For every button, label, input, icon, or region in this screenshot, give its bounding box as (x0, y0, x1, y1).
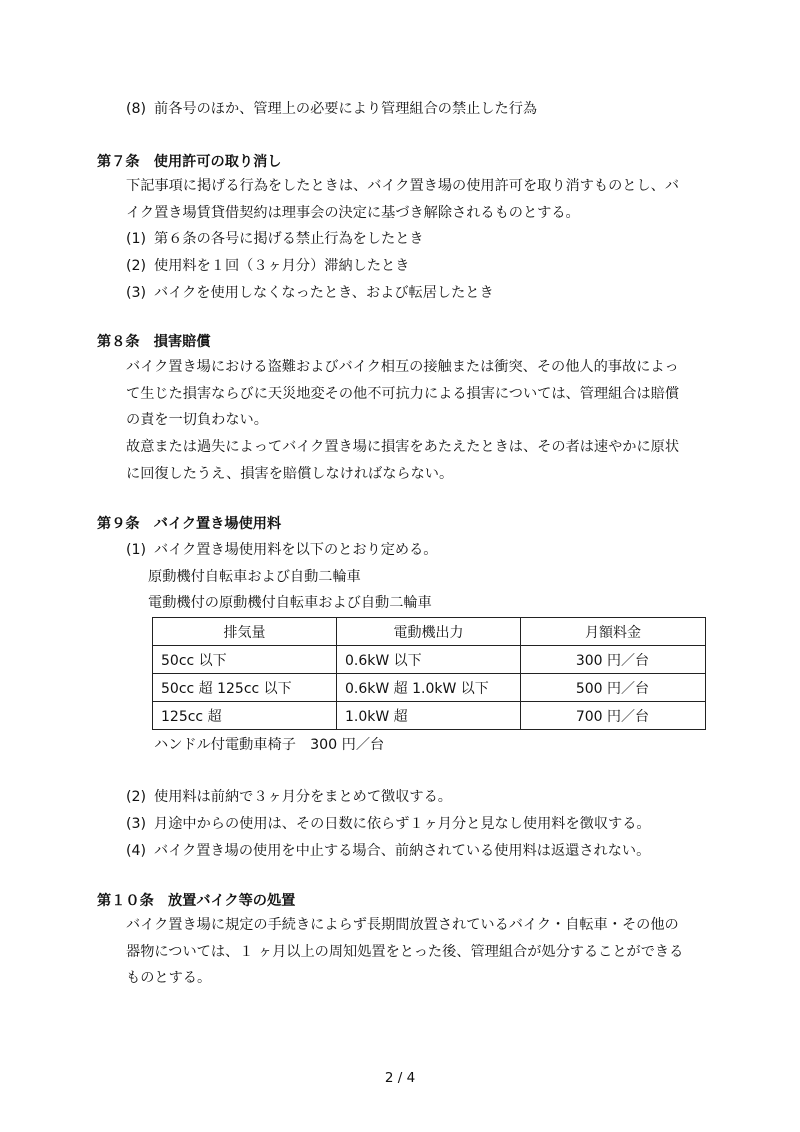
table-cell: 0.6kW 超 1.0kW 以下 (337, 674, 521, 702)
table-row (153, 674, 706, 702)
item-text: 第６条の各号に掲げる禁止行為をしたとき (154, 231, 424, 247)
item-number: (2) (126, 258, 147, 274)
table-cell: 0.6kW 以下 (337, 646, 521, 674)
item-number: (4) (126, 843, 147, 859)
table-cell: 700 円／台 (521, 702, 706, 730)
list-item (126, 229, 424, 249)
list-item (126, 787, 452, 807)
table-row (153, 702, 706, 730)
table-cell: 300 円／台 (521, 646, 706, 674)
item-number: (3) (126, 816, 147, 832)
article-8-heading: 第８条 損害賠償 (97, 334, 211, 350)
paragraph-line: イク置き場賃貸借契約は理事会の決定に基づき解除されるものとする。 (126, 205, 580, 221)
item-text: 月途中からの使用は、その日数に依らず１ヶ月分と見なし使用料を徴収する。 (154, 816, 651, 832)
paragraph-line: ものとする。 (126, 970, 212, 986)
list-item (126, 540, 437, 560)
item-text: バイク置き場の使用を中止する場合、前納されている使用料は返還されない。 (154, 843, 651, 859)
paragraph-line: 下記事項に掲げる行為をしたときは、バイク置き場の使用許可を取り消すものとし、バ (126, 178, 680, 194)
item-number: (3) (126, 285, 147, 301)
item-text: 使用料を１回（３ヶ月分）滞納したとき (154, 258, 410, 274)
table-cell: 1.0kW 超 (337, 702, 521, 730)
list-item (126, 256, 409, 276)
item-number: (1) (126, 542, 147, 558)
article-10-heading: 第１０条 放置バイク等の処置 (97, 893, 296, 909)
article-7-heading: 第７条 使用許可の取り消し (97, 154, 282, 170)
item-text: 使用料は前納で３ヶ月分をまとめて徴収する。 (154, 789, 452, 805)
table-header-row (153, 618, 706, 646)
paragraph-line: て生じた損害ならびに天災地変その他不可抗力による損害については、管理組合は賠償 (126, 386, 680, 402)
table-cell: 500 円／台 (521, 674, 706, 702)
item-number: (1) (126, 231, 147, 247)
paragraph-line: バイク置き場に規定の手続きによらず長期間放置されているバイク・自転車・その他の (126, 917, 679, 933)
list-item (126, 283, 494, 303)
list-item (126, 841, 650, 861)
paragraph-line: 故意または過失によってバイク置き場に損害をあたえたときは、その者は速やかに原状 (126, 439, 680, 455)
sub-line: 原動機付自転車および自動二輪車 (148, 569, 361, 585)
note-line: ハンドル付電動車椅子 300 円／台 (154, 737, 385, 753)
item-text: バイク置き場使用料を以下のとおり定める。 (154, 542, 438, 558)
item-number: (2) (126, 789, 147, 805)
table-cell: 125cc 超 (153, 702, 337, 730)
fee-table (152, 617, 706, 730)
item-number: (8) (126, 101, 147, 117)
table-cell: 50cc 以下 (153, 646, 337, 674)
paragraph-line: に回復したうえ、損害を賠償しなければならない。 (126, 466, 454, 482)
paragraph-line: バイク置き場における盗難およびバイク相互の接触または衝突、その他人的事故によっ (126, 359, 679, 375)
list-item (126, 99, 537, 119)
column-header: 月額料金 (521, 618, 706, 646)
table-cell: 50cc 超 125cc 以下 (153, 674, 337, 702)
sub-line: 電動機付の原動機付自転車および自動二輪車 (148, 595, 432, 611)
item-text: 前各号のほか、管理上の必要により管理組合の禁止した行為 (154, 101, 538, 117)
paragraph-line: の責を一切負わない。 (126, 412, 268, 428)
column-header: 排気量 (153, 618, 337, 646)
item-text: バイクを使用しなくなったとき、および転居したとき (154, 285, 494, 301)
paragraph-line: 器物については、１ ヶ月以上の周知処置をとった後、管理組合が処分することができる (126, 944, 684, 960)
column-header: 電動機出力 (337, 618, 521, 646)
list-item (126, 814, 651, 834)
article-9-heading: 第９条 バイク置き場使用料 (97, 516, 282, 532)
page-number: 2 / 4 (384, 1070, 416, 1086)
table-row (153, 646, 706, 674)
